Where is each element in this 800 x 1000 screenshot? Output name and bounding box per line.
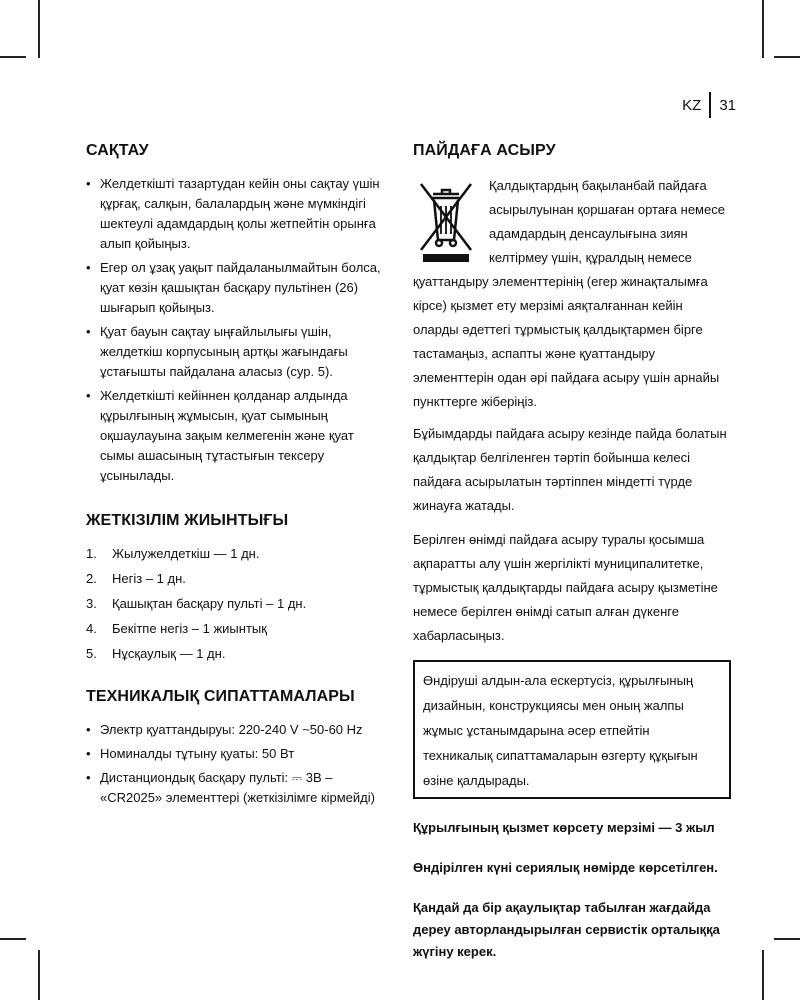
manufacture-date-text: Өндірілген күні сериялық нөмірде көрсетілген. [413, 860, 718, 875]
list-item: • Қуат бауын сақтау ыңғайлылығы үшін, желдеткіш корпусының артқы жағындағы ұстағышты пайдалана аласыз (сур. 5). [86, 322, 386, 382]
language-code: KZ [682, 96, 702, 114]
crop-mark [38, 0, 40, 58]
recycling-paragraph-2: Бұйымдарды пайдаға асыру кезінде пайда болатын қалдықтар белгіленген тәртіп бойынша келесі пайдаға асырылатын тәртіппен міндетті түрде жинауға жатады. [413, 426, 727, 513]
specs-list [86, 720, 386, 808]
crop-mark [774, 938, 800, 940]
crossed-bin-icon [415, 176, 477, 264]
crop-mark [0, 938, 26, 940]
list-item: • Дистанциондық басқару пульті: ⎓ 3В – «CR2025» элементтері (жеткізілімге кірмейді) [86, 768, 386, 808]
crop-mark [38, 950, 40, 1000]
specs-section [86, 688, 386, 808]
list-item: • Желдеткішті кейіннен қолданар алдында құрылғының жұмысын, қуат сымының оқшаулауына зақым келмегенін және қуат сымы ашасының тұтастығын тексеру ұсынылады. [86, 386, 386, 486]
list-item: 2. Негіз – 1 дн. [86, 571, 186, 586]
service-life-text: Құрылғының қызмет көрсету мерзімі — 3 жыл [413, 820, 715, 835]
crop-mark [0, 56, 26, 58]
list-item: • Электр қуаттандыруы: 220-240 V ~50-60 Hz [86, 720, 386, 740]
list-item: • Егер ол ұзақ уақыт пайдаланылмайтын болса, қуат көзін қашықтан басқару пультінен (26) шығарып қойыңыз. [86, 258, 386, 318]
manufacturer-notice-box: Өндіруші алдын-ала ескертусіз, құрылғының дизайнын, конструкциясы мен оның жалпы жұмыс ұстанымдарына әсер етпейтін техникалық сипаттамаларын өзгерту құқығын өзіне қалдырады. [413, 660, 731, 799]
right-column [413, 142, 731, 981]
recycling-title: ПАЙДАҒА АСЫРУ [413, 142, 556, 159]
recycling-paragraph-1: Қалдықтардың бақыланбай пайдаға асырылуынан қоршаған ортаға немесе адамдардың денсаулығына зиян келтірмеу үшін, құралдың немесе қуаттандыру элементтерінің (егер жинақталымға кірсе) қызмет ету мерзімі аяқталғаннан кейін оларды әдеттегі тұрмыстық қалдықтармен бірге тастамаңыз, аспапты және қуаттандыру элементтерін одан әрі пайдаға асыру үшін арнайы пункттерге жіберіңіз. [413, 178, 725, 409]
list-item: • Номиналды тұтыну қуаты: 50 Вт [86, 744, 386, 764]
list-item: 4. Бекітпе негіз – 1 жиынтық [86, 621, 267, 636]
page-number: 31 [719, 96, 736, 114]
kit-title: ЖЕТКІЗІЛІМ ЖИЫНТЫҒЫ [86, 512, 289, 529]
list-item: • Желдеткішті тазартудан кейін оны сақтау үшін құрғақ, салқын, балалардың және мүмкіндігі шектеулі адамдардың қолы жетпейтін орынға алып қойыңыз. [86, 174, 386, 254]
storage-title: САҚТАУ [86, 142, 149, 159]
recycling-block [413, 174, 731, 414]
specs-title: ТЕХНИКАЛЫҚ СИПАТТАМАЛАРЫ [86, 688, 355, 705]
storage-section [86, 142, 386, 486]
defects-text: Қандай да бір ақаулықтар табылған жағдайда дереу авторландырылған сервистік орталыққа жүгіну керек. [413, 900, 720, 959]
left-column [86, 142, 386, 826]
list-item: 1. Жылужелдеткіш — 1 дн. [86, 546, 260, 561]
kit-list [86, 544, 386, 664]
crop-mark [762, 950, 764, 1000]
list-item: 5. Нұсқаулық — 1 дн. [86, 646, 226, 661]
page-header [682, 92, 736, 118]
crop-mark [774, 56, 800, 58]
storage-list [86, 174, 386, 486]
list-item: 3. Қашықтан басқару пульті – 1 дн. [86, 596, 307, 611]
recycling-paragraph-3: Берілген өнімді пайдаға асыру туралы қосымша ақпаратты алу үшін жергілікті муниципалитетке, тұрмыстық қалдықтарды пайдаға асыру қызметіне немесе берілген өнімді сатып алған дүкенге хабарласыңыз. [413, 532, 718, 643]
crop-mark [762, 0, 764, 58]
header-divider [709, 92, 711, 118]
kit-section [86, 512, 386, 664]
